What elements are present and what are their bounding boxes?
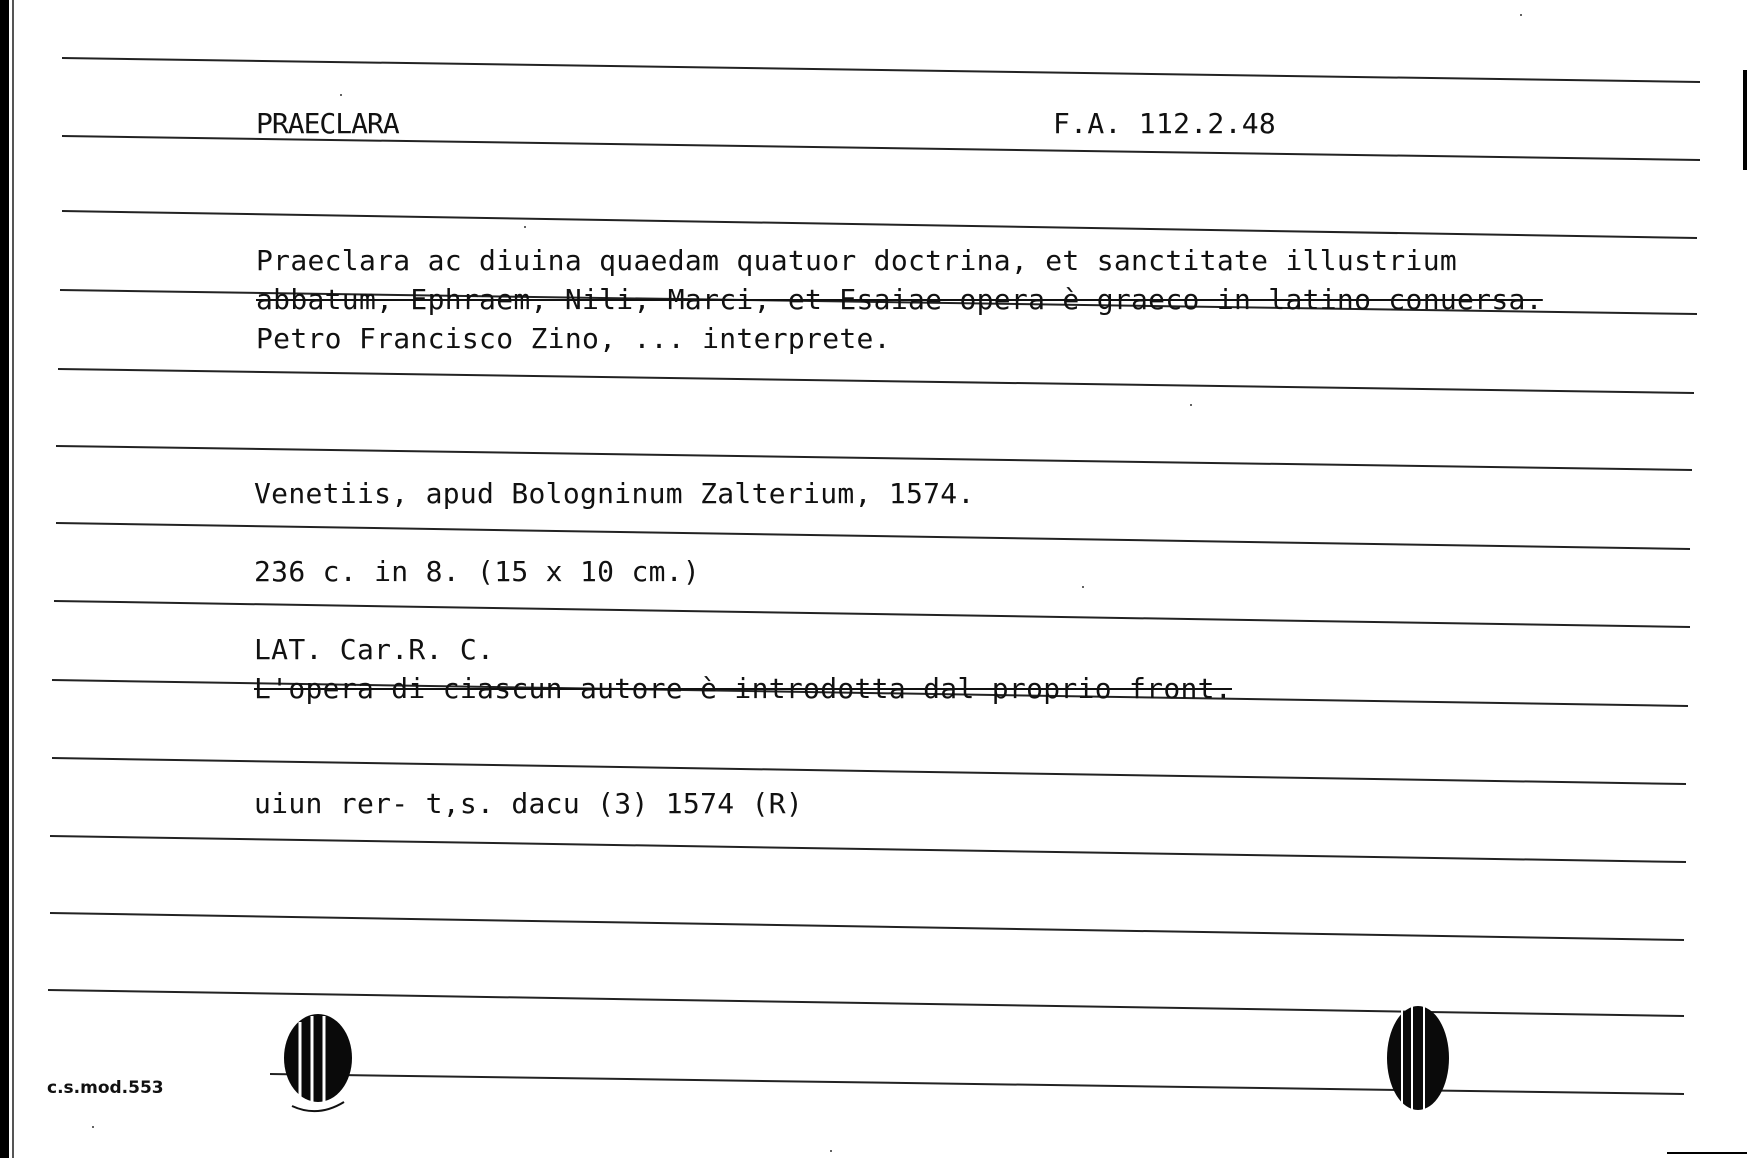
fingerprint: uiun rer- t,s. dacu (3) 1574 (R) — [254, 787, 804, 820]
title-line-2: abbatum, Ephraem, Nili, Marci, et Esaiae opera è graeco in latino conuersa. — [256, 283, 1543, 316]
speck — [524, 226, 526, 228]
title-line-3: Petro Francisco Zino, ... interprete. — [256, 322, 891, 355]
speck — [340, 94, 342, 96]
note-line: L'opera di ciascun autore è introdotta dal proprio front. — [254, 672, 1232, 705]
card-heading: PRAECLARA — [256, 107, 399, 140]
speck — [1520, 14, 1522, 16]
title-line-1: Praeclara ac diuina quaedam quatuor doctrina, et sanctitate illustrium — [256, 244, 1458, 277]
shelfmark: F.A. 112.2.48 — [1053, 107, 1277, 140]
imprint: Venetiis, apud Bologninum Zalterium, 1574. — [254, 477, 975, 510]
punch-hole-left — [278, 1010, 360, 1120]
punch-hole-right — [1382, 1002, 1454, 1114]
speck — [830, 1150, 832, 1152]
collation: 236 c. in 8. (15 x 10 cm.) — [254, 555, 701, 588]
form-code: c.s.mod.553 — [47, 1078, 164, 1098]
language-line: LAT. Car.R. C. — [254, 633, 495, 666]
speck — [92, 1126, 94, 1128]
speck — [1190, 404, 1192, 406]
speck — [1082, 586, 1084, 588]
